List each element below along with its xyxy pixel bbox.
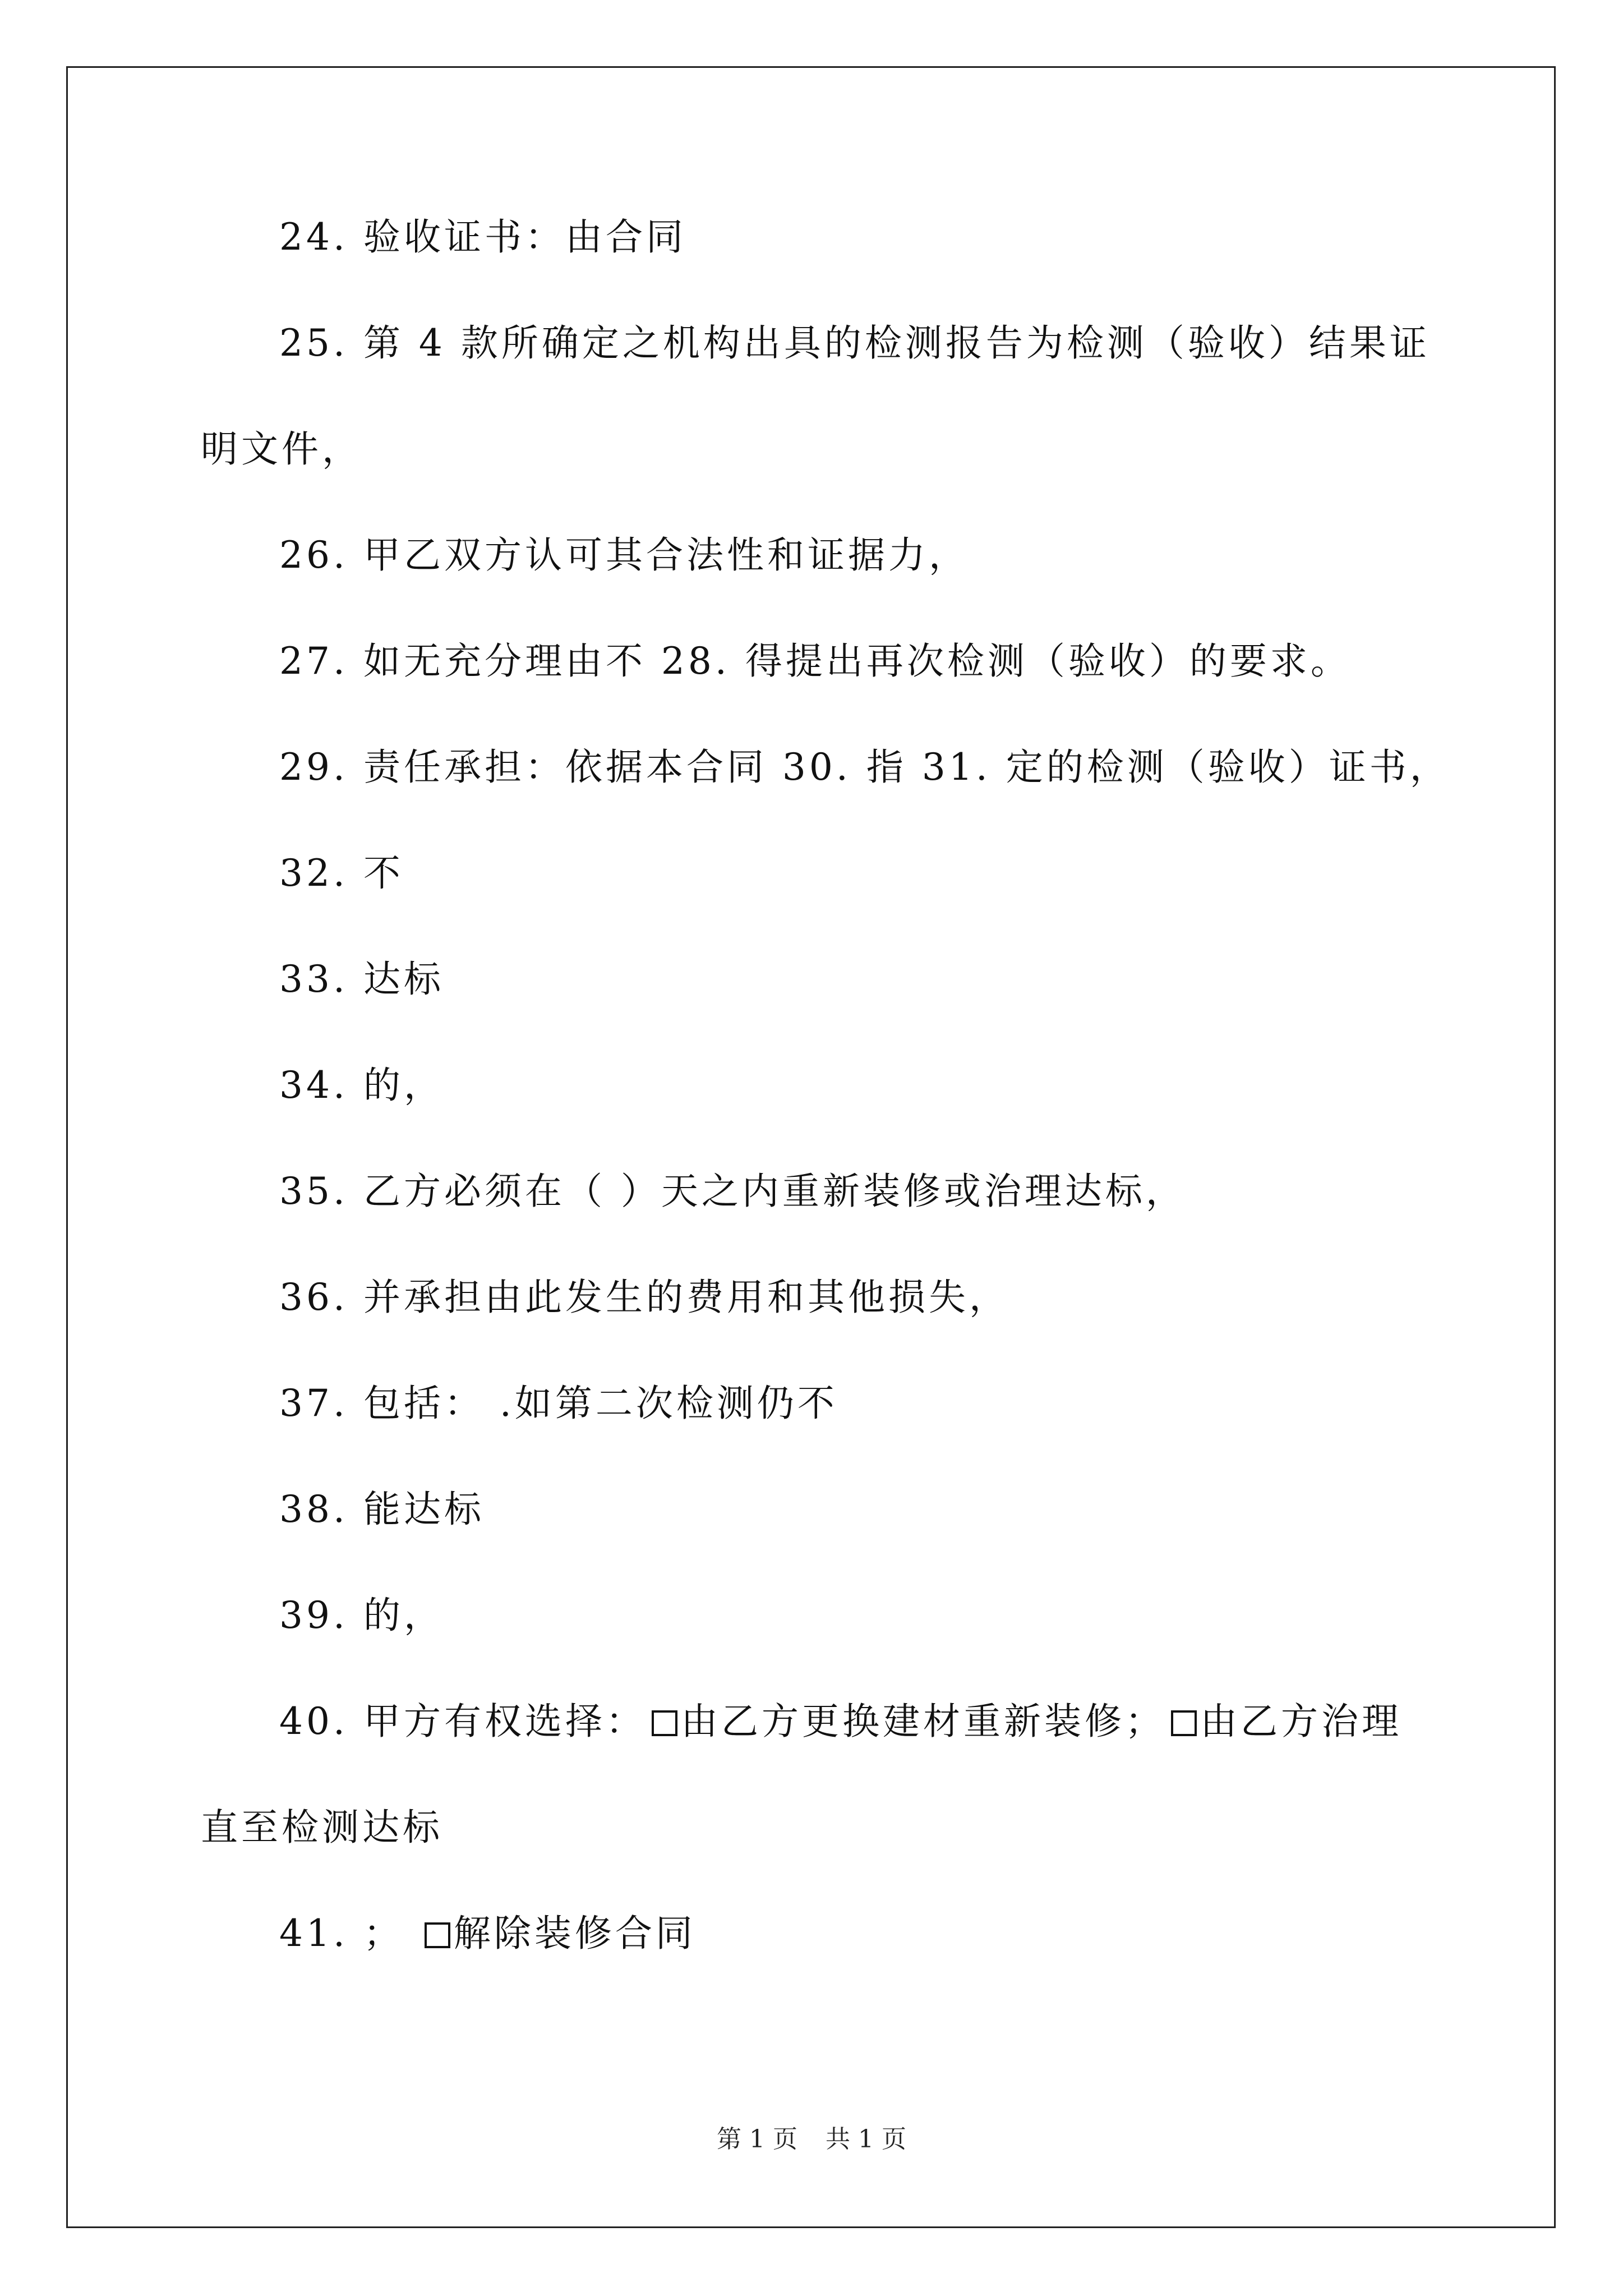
paragraph-41-lead: 41. ；: [279, 1912, 419, 1955]
document-body: [201, 215, 1450, 2021]
paragraph-37: 37. 包括： .如第二次检测仍不: [279, 1382, 838, 1425]
page-total: 共 1 页: [826, 2125, 906, 2154]
option-remediate-label: 由乙方治理: [1200, 1700, 1402, 1743]
paragraph-38: 38. 能达标: [279, 1488, 485, 1531]
paragraph-40-continued: 直至检测达标: [201, 1806, 443, 1849]
checkbox-option-remediate[interactable]: [1171, 1710, 1197, 1736]
option-terminate-label: 解除装修合同: [453, 1912, 696, 1955]
page-footer: [0, 2127, 1623, 2152]
paragraph-36: 36. 并承担由此发生的费用和其他损失，: [279, 1276, 1009, 1319]
checkbox-option-terminate[interactable]: [425, 1922, 450, 1948]
paragraph-33: 33. 达标: [279, 958, 444, 1001]
paragraph-27: 27. 如无充分理由不 28. 得提出再次检测（验收）的要求。: [279, 639, 1351, 683]
option-rebuild-label: 由乙方更换建材重新装修；: [680, 1700, 1165, 1743]
paragraph-24: 24. 验收证书：由合同: [279, 215, 686, 259]
paragraph-29: 29. 责任承担：依据本合同 30. 指 31. 定的检测（验收）证书，: [279, 746, 1450, 789]
paragraph-41: [201, 1912, 1435, 1955]
paragraph-40: [201, 1700, 1435, 1743]
checkbox-option-rebuild[interactable]: [652, 1710, 677, 1736]
paragraph-34: 34. 的，: [279, 1064, 444, 1107]
paragraph-25: 25. 第 4 款所确定之机构出具的检测报告为检测（验收）结果证: [279, 321, 1430, 365]
page-number: 第 1 页: [717, 2125, 797, 2154]
paragraph-26: 26. 甲乙双方认可其合法性和证据力，: [279, 533, 969, 577]
paragraph-32: 32. 不: [279, 852, 404, 895]
paragraph-25-continued: 明文件，: [201, 427, 362, 471]
paragraph-40-lead: 40. 甲方有权选择：: [279, 1700, 646, 1743]
paragraph-39: 39. 的，: [279, 1594, 444, 1637]
paragraph-35: 35. 乙方必须在（ ）天之内重新装修或治理达标，: [279, 1170, 1186, 1213]
